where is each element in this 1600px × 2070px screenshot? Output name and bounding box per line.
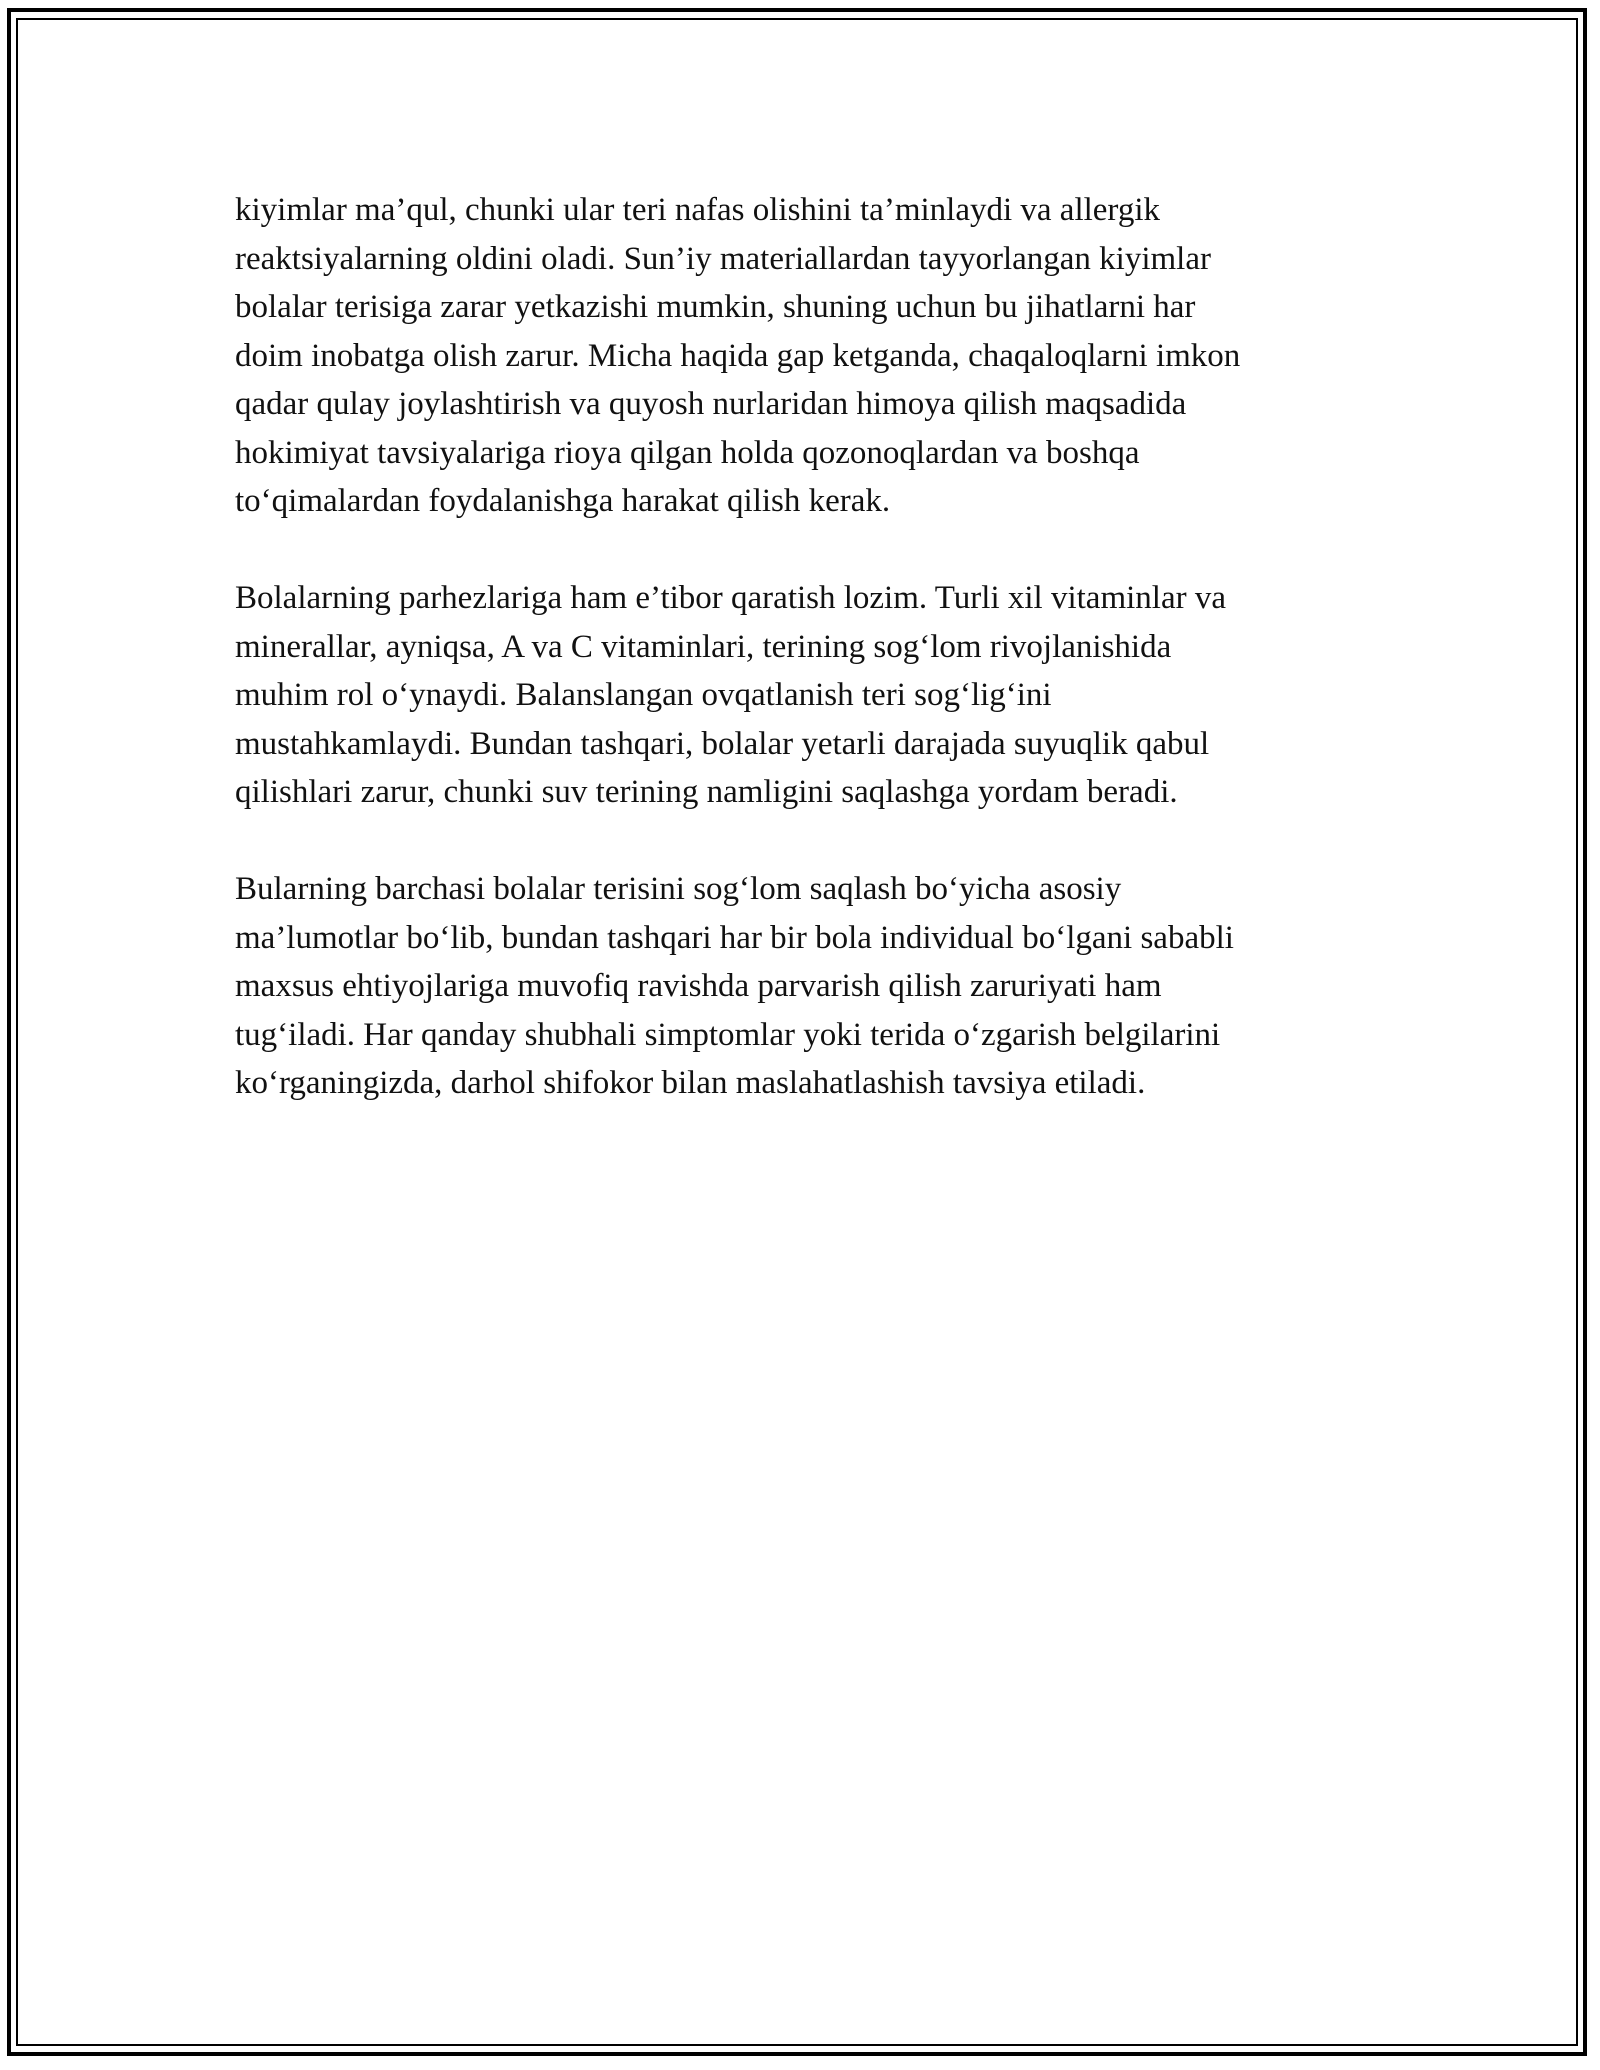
- paragraph-1: [235, 186, 1385, 526]
- text-line: maxsus ehtiyojlariga muvofiq ravishda parvarish qilish zaruriyati ham: [235, 968, 1162, 1004]
- text-line: Bolalarning parhezlariga ham e’tibor qaratish lozim. Turli xil vitaminlar va: [235, 580, 1226, 616]
- paragraph-2: [235, 574, 1385, 817]
- text-line: qilishlari zarur, chunki suv terining namligini saqlashga yordam beradi.: [235, 774, 1178, 810]
- text-line: hokimiyat tavsiyalariga rioya qilgan holda qozonoqlardan va boshqa: [235, 434, 1140, 471]
- text-line: mustahkamlaydi. Bundan tashqari, bolalar yetarli darajada suyuqlik qabul: [235, 725, 1210, 762]
- text-line: doim inobatga olish zarur. Micha haqida gap ketganda, chaqaloqlarni imkon: [235, 337, 1241, 374]
- text-line: bolalar terisiga zarar yetkazishi mumkin, shuning uchun bu jihatlarni har: [235, 289, 1196, 325]
- text-line: qadar qulay joylashtirish va quyosh nurlaridan himoya qilish maqsadida: [235, 386, 1187, 422]
- text-line: muhim rol o‘ynaydi. Balanslangan ovqatlanish teri sog‘lig‘ini: [235, 677, 1052, 713]
- text-line: reaktsiyalarning oldini oladi. Sun’iy materiallardan tayyorlangan kiyimlar: [235, 240, 1211, 277]
- text-line: to‘qimalardan foydalanishga harakat qilish kerak.: [235, 483, 891, 519]
- text-line: kiyimlar ma’qul, chunki ular teri nafas olishini ta’minlaydi va allergik: [235, 192, 1160, 228]
- document-body: [235, 186, 1385, 1156]
- text-line: ko‘rganingizda, darhol shifokor bilan maslahatlashish tavsiya etiladi.: [235, 1065, 1146, 1101]
- paragraph-3: [235, 865, 1385, 1108]
- text-line: Bularning barchasi bolalar terisini sog‘lom saqlash bo‘yicha asosiy: [235, 871, 1122, 907]
- text-line: tug‘iladi. Har qanday shubhali simptomlar yoki terida o‘zgarish belgilarini: [235, 1016, 1221, 1053]
- text-line: ma’lumotlar bo‘lib, bundan tashqari har bir bola individual bo‘lgani sababli: [235, 919, 1234, 956]
- text-line: minerallar, ayniqsa, A va C vitaminlari, terining sog‘lom rivojlanishida: [235, 628, 1172, 665]
